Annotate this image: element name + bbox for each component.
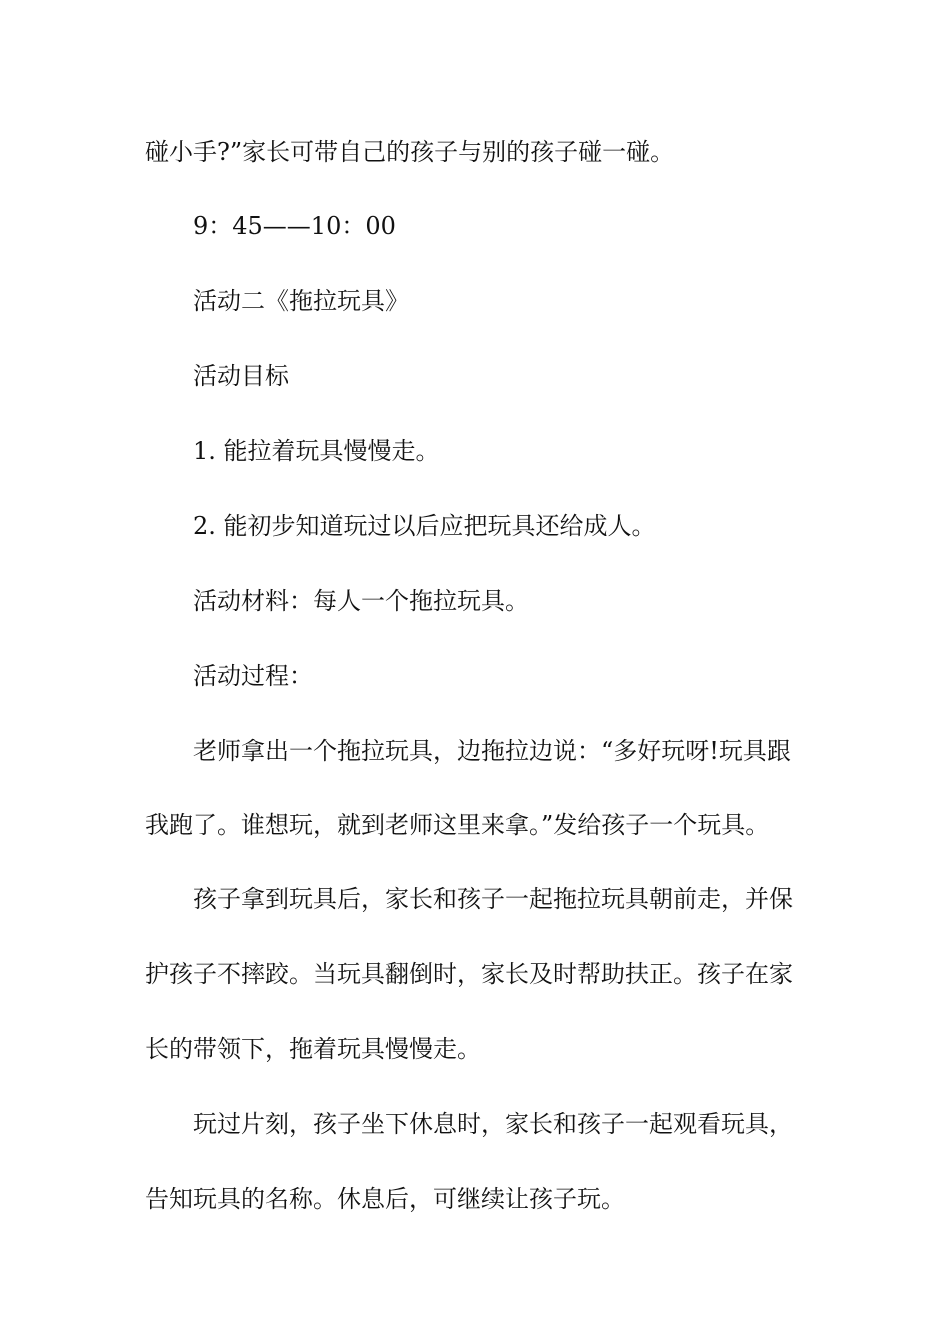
- paragraph-line: 告知玩具的名称。休息后，可继续让孩子玩。: [145, 1185, 625, 1213]
- activity-title: 活动二《拖拉玩具》: [193, 287, 409, 315]
- paragraph-line: 老师拿出一个拖拉玩具，边拖拉边说：“多好玩呀!玩具跟: [193, 737, 791, 765]
- paragraph-line: 我跑了。谁想玩，就到老师这里来拿。”发给孩子一个玩具。: [145, 811, 770, 839]
- goal-item: 2. 能初步知道玩过以后应把玩具还给成人。: [193, 512, 656, 540]
- section-heading: 活动目标: [193, 362, 289, 390]
- goal-item: 1. 能拉着玩具慢慢走。: [193, 437, 440, 465]
- section-heading: 活动过程：: [193, 662, 313, 690]
- materials-line: 活动材料：每人一个拖拉玩具。: [193, 587, 529, 615]
- paragraph-line: 碰小手?”家长可带自己的孩子与别的孩子碰一碰。: [145, 138, 675, 166]
- paragraph-line: 护孩子不摔跤。当玩具翻倒时，家长及时帮助扶正。孩子在家: [145, 960, 793, 988]
- paragraph-line: 孩子拿到玩具后，家长和孩子一起拖拉玩具朝前走，并保: [193, 885, 793, 913]
- paragraph-line: 玩过片刻，孩子坐下休息时，家长和孩子一起观看玩具，: [193, 1110, 793, 1138]
- time-range: 9：45——10：00: [193, 212, 396, 240]
- paragraph-line: 长的带领下，拖着玩具慢慢走。: [145, 1035, 481, 1063]
